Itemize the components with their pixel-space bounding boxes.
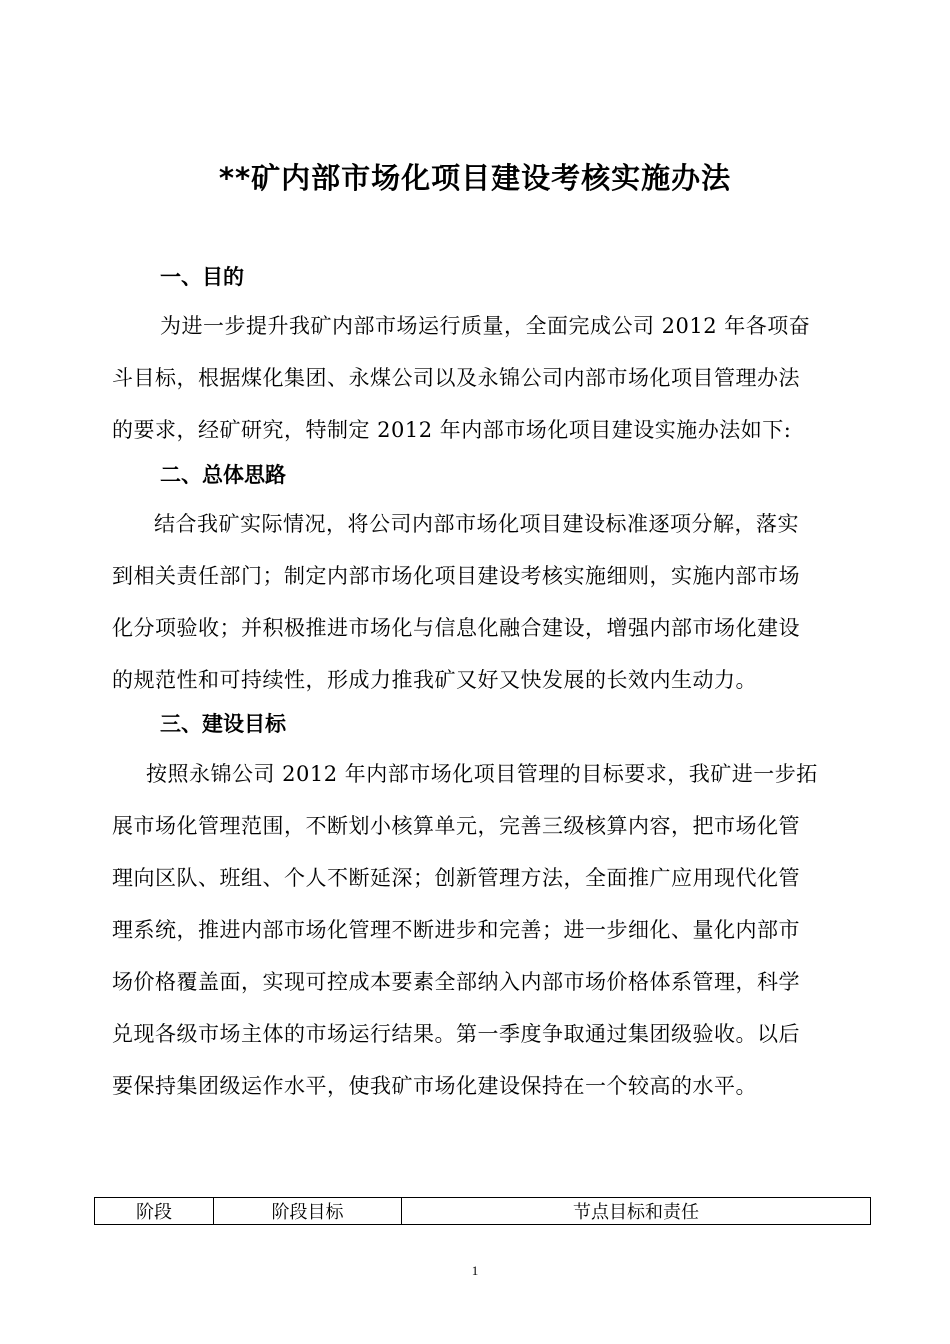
- paragraph-line: 理向区队、班组、个人不断延深；创新管理方法，全面推广应用现代化管: [112, 866, 800, 890]
- section-heading-goals: 三、建设目标: [160, 712, 286, 736]
- table-header-stage-goal: 阶段目标: [214, 1198, 402, 1225]
- table-header-row: [95, 1198, 871, 1225]
- document-title: **矿内部市场化项目建设考核实施办法: [218, 161, 732, 195]
- paragraph-line: 化分项验收；并积极推进市场化与信息化融合建设，增强内部市场化建设: [112, 616, 800, 640]
- paragraph-line: 场价格覆盖面，实现可控成本要素全部纳入内部市场价格体系管理，科学: [112, 970, 800, 994]
- paragraph-line: 斗目标，根据煤化集团、永煤公司以及永锦公司内部市场化项目管理办法: [112, 366, 800, 390]
- section-body-goals: [112, 748, 836, 1112]
- paragraph-line: 到相关责任部门；制定内部市场化项目建设考核实施细则，实施内部市场: [112, 564, 800, 588]
- paragraph-line: 要保持集团级运作水平，使我矿市场化建设保持在一个较高的水平。: [112, 1074, 757, 1098]
- paragraph-line: 的要求，经矿研究，特制定 2012 年内部市场化项目建设实施办法如下:: [112, 418, 792, 442]
- paragraph-line: 兑现各级市场主体的市场运行结果。第一季度争取通过集团级验收。以后: [112, 1022, 800, 1046]
- paragraph-line: 展市场化管理范围，不断划小核算单元，完善三级核算内容，把市场化管: [112, 814, 800, 838]
- section-body-approach: [112, 498, 836, 706]
- paragraph-line: 结合我矿实际情况，将公司内部市场化项目建设标准逐项分解，落实: [154, 512, 799, 536]
- section-heading-purpose: 一、目的: [160, 265, 244, 289]
- paragraph-line: 的规范性和可持续性，形成力推我矿又好又快发展的长效内生动力。: [112, 668, 757, 692]
- table-header-milestones: 节点目标和责任: [402, 1198, 871, 1225]
- section-body-purpose: [112, 300, 836, 456]
- paragraph-line: 为进一步提升我矿内部市场运行质量，全面完成公司 2012 年各项奋: [160, 314, 811, 338]
- paragraph-line: 按照永锦公司 2012 年内部市场化项目管理的目标要求，我矿进一步拓: [146, 762, 818, 786]
- section-heading-approach: 二、总体思路: [160, 463, 286, 487]
- stage-table: [94, 1197, 870, 1225]
- page-number: 1: [471, 1263, 479, 1278]
- paragraph-line: 理系统，推进内部市场化管理不断进步和完善；进一步细化、量化内部市: [112, 918, 800, 942]
- table-header-stage: 阶段: [95, 1198, 214, 1225]
